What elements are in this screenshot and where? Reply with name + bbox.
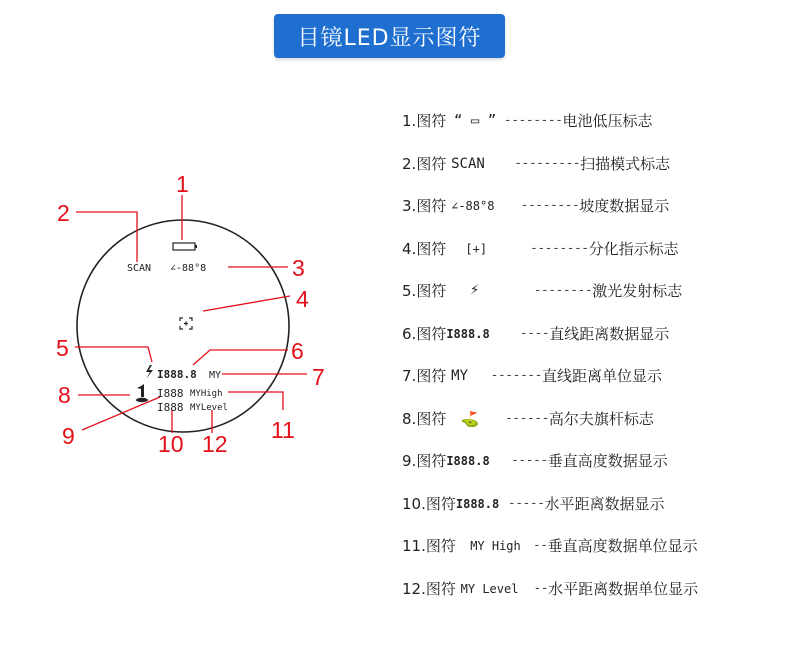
legend-dash: ------ [504,410,549,426]
laser-icon: ⚡ [470,283,480,299]
callout-3: 3 [292,255,305,281]
legend-prefix: 图符 [425,537,456,556]
legend-number: 12. [402,579,426,598]
legend-desc: 电池低压标志 [562,112,653,131]
legend-desc: 分化指示标志 [588,239,679,258]
legend-desc: 坡度数据显示 [579,197,670,216]
legend-desc: 直线距离数据显示 [549,324,670,343]
legend-prefix: 图符 [416,409,447,428]
callout-5: 5 [56,335,69,361]
level-unit-icon: MY Level [460,581,519,596]
legend-number: 4. [402,239,417,258]
legend-item [402,568,698,611]
laser-icon [146,365,153,379]
callout-11: 11 [271,417,295,443]
legend-desc: 扫描模式标志 [580,154,671,173]
level-distance-icon: I888.8 [455,496,500,511]
legend-item [402,355,698,398]
legend-desc: 高尔夫旗杆标志 [548,409,654,428]
legend-dash: -------- [520,198,580,214]
legend-dash: -------- [533,283,593,299]
legend-prefix: 图符 [416,367,447,386]
legend-number: 9. [402,452,417,471]
legend-item [402,398,698,441]
scan-icon: SCAN [451,155,485,172]
legend-dash: -- [533,580,549,596]
legend-prefix: 图符 [416,154,447,173]
height-unit-icon: MY High [470,539,521,554]
legend-number: 10. [402,494,426,513]
display-scan: SCAN [127,263,152,274]
height-icon: I888.8 [446,454,490,469]
page-title: 目镜LED显示图符 [297,25,482,51]
legend-item [402,440,698,483]
legend-prefix: 图符 [416,112,447,131]
callout-9: 9 [62,423,75,449]
callout-10: 10 [158,431,184,457]
legend-item [402,185,698,228]
legend-number: 7. [402,367,417,386]
unit-my-icon: MY [451,368,468,385]
display-level-unit: MYLevel [190,403,228,413]
legend-number: 3. [402,197,417,216]
legend-number: 8. [402,409,417,428]
display-level-value: I888 [157,401,184,414]
legend-dash: -- [532,538,548,554]
legend-item [402,313,698,356]
legend-dash: ----- [507,495,545,511]
callout-numbers [56,171,325,457]
legend-prefix: 图符 [425,494,456,513]
legend-desc: 垂直高度数据显示 [547,452,668,471]
display-unit-my: MY [209,370,222,381]
legend-item [402,143,698,186]
legend-item [402,270,698,313]
legend-number: 6. [402,324,417,343]
legend-number: 11. [402,537,426,556]
reticle-icon [180,318,192,329]
display-height-value: I888 [157,387,184,400]
display-slope: ∠-88°8 [170,263,207,274]
callout-6: 6 [291,338,304,364]
legend-item [402,228,698,271]
legend-desc: 激光发射标志 [592,282,683,301]
display-distance: I888.8 [157,368,197,381]
callout-1: 1 [176,171,189,197]
legend-desc: 直线距离单位显示 [541,367,662,386]
legend-desc: 水平距离数据单位显示 [548,579,699,598]
legend-list [402,100,698,610]
golf-flag-icon: ⛳ [460,409,480,428]
battery-icon [173,243,197,250]
legend-dash: ----- [511,453,548,469]
distance-icon: I888.8 [446,326,490,341]
legend-item [402,100,698,143]
legend-dash: ------- [490,368,542,384]
legend-dash: ---- [519,325,550,341]
legend-prefix: 图符 [416,282,447,301]
legend-dash: -------- [503,113,563,129]
legend-item [402,525,698,568]
reticle-icon: [+] [465,241,488,256]
legend-desc: 水平距离数据显示 [544,494,665,513]
callout-12: 12 [202,431,228,457]
legend-number: 5. [402,282,417,301]
legend-number: 1. [402,112,417,131]
display-height-unit: MYHigh [190,389,223,399]
legend-desc: 垂直高度数据单位显示 [547,537,698,556]
callout-4: 4 [296,286,309,312]
legend-prefix: 图符 [425,579,456,598]
legend-prefix: 图符 [416,452,447,471]
callout-8: 8 [58,382,71,408]
golf-flag-icon [136,384,148,402]
legend-prefix: 图符 [416,239,447,258]
battery-icon: “ ▭ ” [454,113,497,130]
callout-7: 7 [312,364,325,390]
legend-dash: -------- [530,240,589,256]
legend-item [402,483,698,526]
slope-icon: ∠-88°8 [451,199,495,214]
legend-prefix: 图符 [416,197,447,216]
legend-prefix: 图符 [416,324,447,343]
callout-2: 2 [57,200,70,226]
legend-number: 2. [402,154,417,173]
legend-dash: --------- [514,155,581,171]
